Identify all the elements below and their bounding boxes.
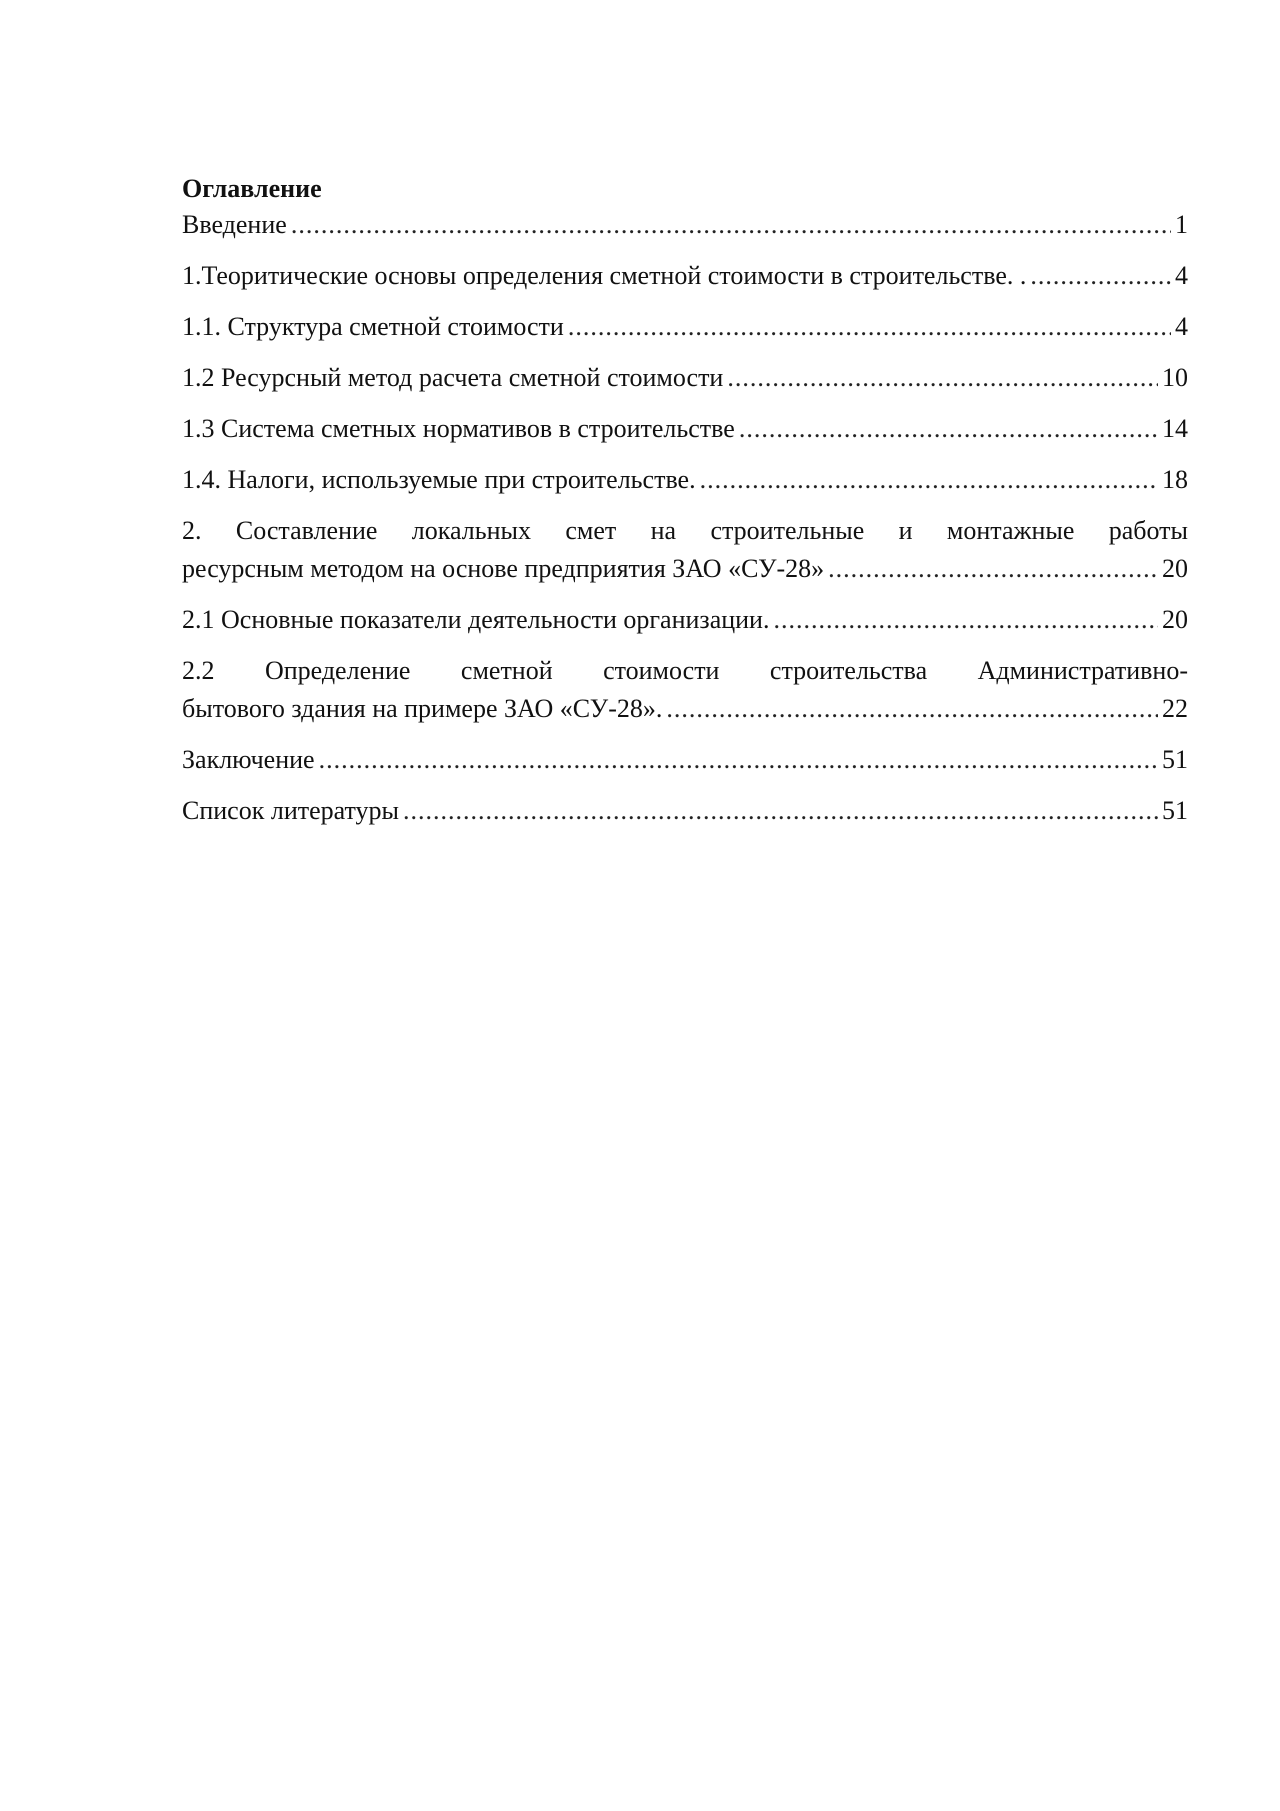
toc-page-number: 22 xyxy=(1162,694,1188,723)
toc-page-number: 51 xyxy=(1162,796,1188,825)
toc-entry-text: Заключение xyxy=(182,745,315,774)
dot-leader xyxy=(828,550,1158,588)
dot-leader xyxy=(666,690,1158,728)
toc-entry-bibliography[interactable] xyxy=(182,792,1188,830)
toc-entry-row xyxy=(182,741,1188,779)
toc-entry-text: Введение xyxy=(182,210,287,239)
toc-entry-row xyxy=(182,601,1188,639)
toc-page-number: 10 xyxy=(1162,363,1188,392)
toc-entry-row xyxy=(182,550,1188,588)
table-of-contents xyxy=(182,172,1188,843)
toc-entry-text: 1.2 Ресурсный метод расчета сметной стоимости xyxy=(182,363,724,392)
toc-entry-text: 1.Теоритические основы определения сметной стоимости в строительстве. . xyxy=(182,261,1027,290)
toc-entry-section-1-2[interactable] xyxy=(182,359,1188,397)
dot-leader xyxy=(1030,257,1171,295)
toc-entry-text: бытового здания на примере ЗАО «СУ-28». xyxy=(182,694,663,723)
dot-leader xyxy=(568,308,1171,346)
dot-leader xyxy=(291,206,1171,244)
toc-page-number: 18 xyxy=(1162,465,1188,494)
toc-entry-section-1-4[interactable] xyxy=(182,461,1188,499)
dot-leader xyxy=(700,461,1158,499)
toc-entry-section-2-2[interactable] xyxy=(182,652,1188,728)
toc-page-number: 4 xyxy=(1175,312,1188,341)
toc-entry-section-1-3[interactable] xyxy=(182,410,1188,448)
toc-entry-row xyxy=(182,257,1188,295)
toc-entry-text: Список литературы xyxy=(182,796,399,825)
toc-entry-row xyxy=(182,308,1188,346)
toc-entry-row xyxy=(182,690,1188,728)
toc-entry-row xyxy=(182,461,1188,499)
toc-entry-conclusion[interactable] xyxy=(182,741,1188,779)
toc-page-number: 1 xyxy=(1175,210,1188,239)
toc-entry-row xyxy=(182,359,1188,397)
toc-entry-row xyxy=(182,792,1188,830)
dot-leader xyxy=(403,792,1158,830)
toc-entry-text: 1.4. Налоги, используемые при строительстве. xyxy=(182,465,696,494)
toc-entry-text: 1.1. Структура сметной стоимости xyxy=(182,312,564,341)
toc-page-number: 51 xyxy=(1162,745,1188,774)
dot-leader xyxy=(739,410,1158,448)
toc-entry-row xyxy=(182,206,1188,244)
toc-entry-chapter-1[interactable] xyxy=(182,257,1188,295)
toc-entry-chapter-2[interactable] xyxy=(182,512,1188,588)
toc-page-number: 14 xyxy=(1162,414,1188,443)
toc-entries xyxy=(182,206,1188,830)
toc-page-number: 20 xyxy=(1162,554,1188,583)
toc-page-number: 4 xyxy=(1175,261,1188,290)
dot-leader xyxy=(319,741,1158,779)
toc-title: Оглавление xyxy=(182,174,322,203)
toc-entry-text: 2.1 Основные показатели деятельности организации. xyxy=(182,605,770,634)
toc-entry-text: 1.3 Система сметных нормативов в строительстве xyxy=(182,414,735,443)
toc-page-number: 20 xyxy=(1162,605,1188,634)
toc-entry-first-line: 2.2 Определение сметной стоимости строительства Административно- xyxy=(182,656,1188,685)
dot-leader xyxy=(727,359,1158,397)
toc-entry-first-line: 2. Составление локальных смет на строительные и монтажные работы xyxy=(182,516,1188,545)
dot-leader xyxy=(773,601,1158,639)
toc-entry-text: ресурсным методом на основе предприятия ЗАО «СУ-28» xyxy=(182,554,825,583)
toc-entry-row xyxy=(182,410,1188,448)
toc-entry-section-1-1[interactable] xyxy=(182,308,1188,346)
toc-entry-introduction[interactable] xyxy=(182,206,1188,244)
toc-entry-section-2-1[interactable] xyxy=(182,601,1188,639)
